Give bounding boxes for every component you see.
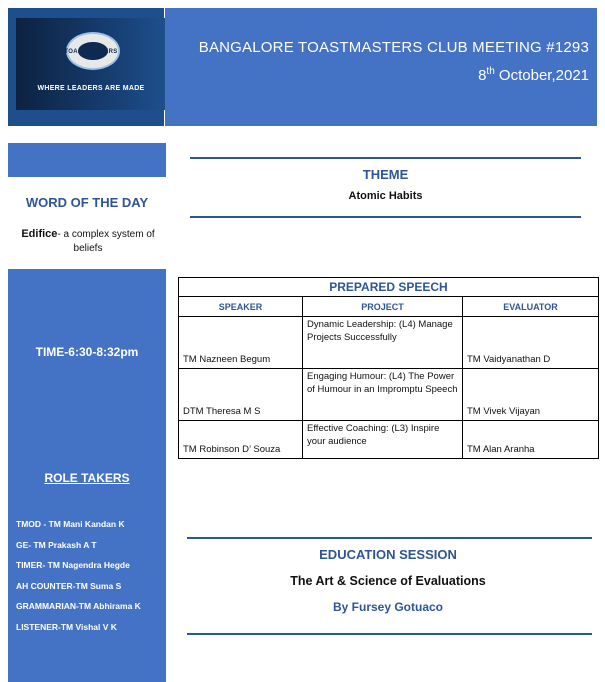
role-takers-heading: ROLE TAKERS [44,471,130,485]
club-logo [8,8,164,126]
education-session-topic: The Art & Science of Evaluations [290,574,486,588]
theme-heading: THEME [362,167,409,182]
role-taker-item: AH COUNTER-TM Suma S [16,580,122,591]
logo-wordmark: TOASTMASTERS [64,49,118,55]
logo-tagline: WHERE LEADERS ARE MADE [37,85,145,92]
meeting-title: BANGALORE TOASTMASTERS CLUB MEETING #1293 [198,39,589,56]
evaluator-cell: TM Alan Aranha [463,421,599,459]
role-takers-list [16,519,166,643]
table-row [179,369,599,421]
evaluator-cell: TM Vaidyanathan D [463,317,599,369]
speaker-cell: TM Robinson D’ Souza [179,421,303,459]
role-taker-item: TIMER- TM Nagendra Hegde [16,560,130,571]
table-row [179,421,599,459]
theme-top-divider [190,157,581,159]
sidebar [8,143,166,682]
speaker-cell: DTM Theresa M S [179,369,303,421]
prepared-speech-heading: PREPARED SPEECH [179,278,599,297]
education-session-speaker: By Fursey Gotuaco [332,600,444,614]
project-cell: Engaging Humour: (L4) The Power of Humour in an Impromptu Speech [303,369,463,421]
project-cell: Effective Coaching: (L3) Inspire your audience [303,421,463,459]
evaluator-cell: TM Vivek Vijayan [463,369,599,421]
column-header-evaluator: EVALUATOR [463,297,599,317]
speaker-cell: TM Nazneen Begum [179,317,303,369]
logo-panel [16,18,166,110]
education-top-divider [187,537,592,539]
date-day: 8 [478,67,487,84]
theme-value: Atomic Habits [348,190,423,202]
word-of-the-day-word: Edifice [21,228,58,240]
word-of-the-day-box [8,177,166,269]
column-header-speaker: SPEAKER [179,297,303,317]
project-cell: Dynamic Leadership: (L4) Manage Projects Successfully [303,317,463,369]
date-suffix: th [486,66,495,77]
table-caption-row [179,278,599,297]
table-header-row [179,297,599,317]
role-taker-item: GE- TM Prakash A T [16,539,97,550]
education-session-heading: EDUCATION SESSION [319,547,457,562]
role-taker-item: TMOD - TM Mani Kandan K [16,519,125,529]
role-taker-item: GRAMMARIAN-TM Abhirama K [16,601,141,612]
meeting-date [177,66,589,84]
header-band [165,8,597,126]
date-rest: October,2021 [494,67,589,84]
word-of-the-day-heading: WORD OF THE DAY [25,195,149,210]
word-definition-text: - a complex system of beliefs [57,229,155,254]
table-row [179,317,599,369]
role-taker-item: LISTENER-TM Vishal V K [16,621,117,632]
prepared-speech-table [178,277,599,459]
education-bottom-divider [187,633,592,635]
theme-bottom-divider [190,216,581,218]
word-of-the-day-definition [16,227,160,256]
column-header-project: PROJECT [303,297,463,317]
meeting-time: TIME-6:30-8:32pm [35,345,139,359]
